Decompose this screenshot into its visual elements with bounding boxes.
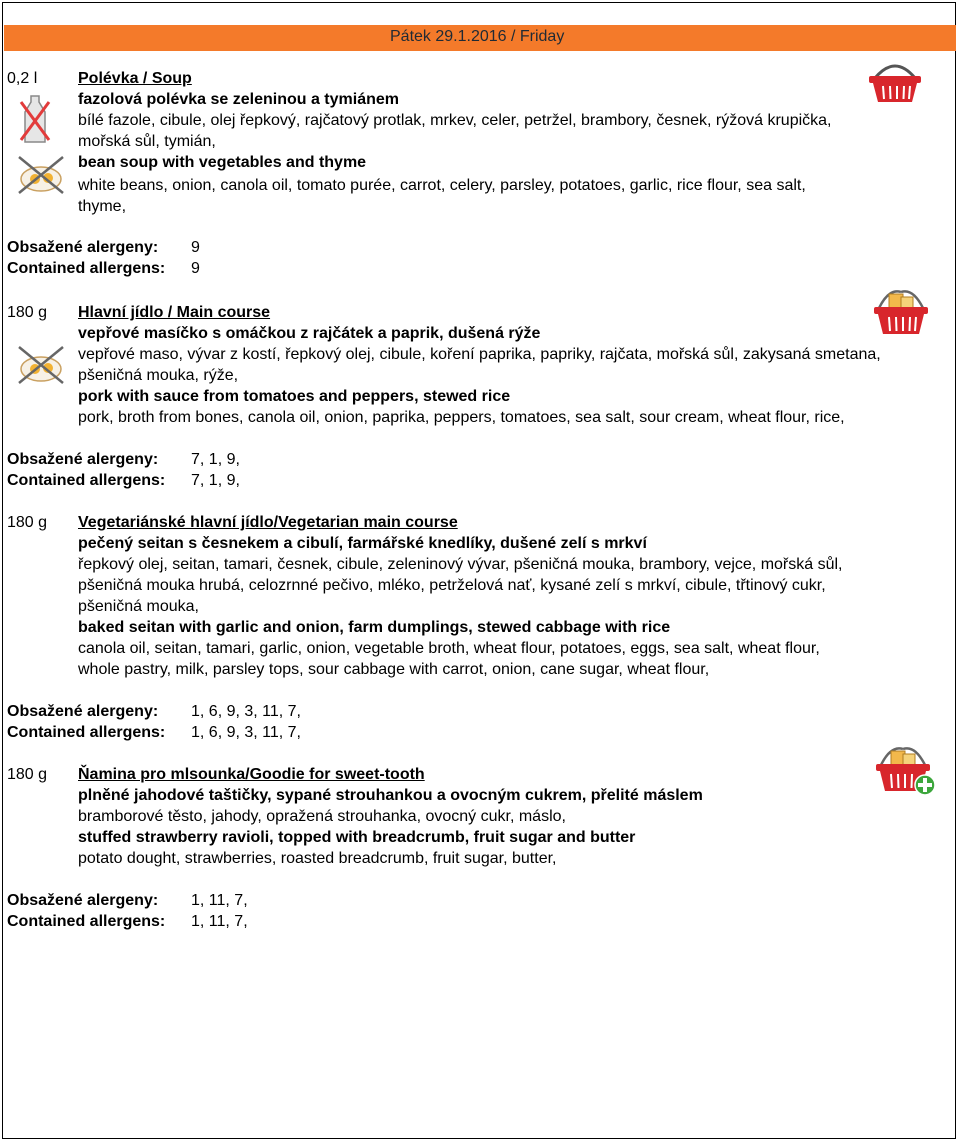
basket-plus-icon [873, 743, 937, 797]
item-category: Vegetariánské hlavní jídlo/Vegetarian main course [78, 514, 458, 531]
allergens-en-label: Contained allergens: [7, 913, 166, 930]
allergens-en-label: Contained allergens: [7, 724, 166, 741]
allergens-cz-label: Obsažené alergeny: [7, 892, 159, 909]
item-category: Hlavní jídlo / Main course [78, 304, 271, 321]
allergens-en-value: 9 [191, 260, 200, 277]
item-name-cz: fazolová polévka se zeleninou a tymiánem [78, 91, 399, 108]
item-name-cz: vepřové masíčko s omáčkou z rajčátek a paprik, dušená rýže [78, 325, 541, 342]
item-category: Polévka / Soup [78, 70, 192, 87]
allergens-en-label: Contained allergens: [7, 472, 166, 489]
item-category: Ňamina pro mlsounka/Goodie for sweet-tooth [78, 766, 425, 783]
ingredients-cz-line: vepřové maso, vývar z kostí, řepkový olej, cibule, koření paprika, papriky, rajčata, mořská sůl, zakysaná smetana, [78, 346, 881, 363]
item-amount: 180 g [7, 514, 48, 531]
ingredients-en-line: potato dought, strawberries, roasted breadcrumb, fruit sugar, butter, [78, 850, 557, 867]
no-egg-icon [15, 343, 67, 387]
ingredients-cz-line: bramborové těsto, jahody, opražená strouhanka, ovocný cukr, máslo, [78, 808, 566, 825]
no-egg-icon [15, 153, 67, 197]
ingredients-cz-line: bílé fazole, cibule, olej řepkový, rajčatový protlak, mrkev, celer, petržel, brambory, česnek, rýžová krupička, [78, 112, 832, 129]
allergens-en-value: 7, 1, 9, [191, 472, 240, 489]
allergens-cz-value: 1, 11, 7, [191, 892, 248, 909]
item-amount: 180 g [7, 766, 48, 783]
ingredients-cz-line: řepkový olej, seitan, tamari, česnek, cibule, zeleninový vývar, pšeničná mouka, brambory, vejce, mořská sůl, [78, 556, 843, 573]
allergens-cz-label: Obsažené alergeny: [7, 703, 159, 720]
item-name-en: stuffed strawberry ravioli, topped with breadcrumb, fruit sugar and butter [78, 829, 636, 846]
allergens-cz-value: 9 [191, 239, 200, 256]
menu-page [2, 2, 956, 1139]
ingredients-en-line: white beans, onion, canola oil, tomato purée, carrot, celery, parsley, potatoes, garlic, rice flour, sea salt, [78, 177, 806, 194]
item-amount: 0,2 l [7, 70, 38, 87]
ingredients-cz-line: pšeničná mouka, [78, 598, 199, 615]
allergens-en-value: 1, 11, 7, [191, 913, 248, 930]
allergens-en-label: Contained allergens: [7, 260, 166, 277]
item-amount: 180 g [7, 304, 48, 321]
allergens-cz-label: Obsažené alergeny: [7, 451, 159, 468]
allergens-cz-label: Obsažené alergeny: [7, 239, 159, 256]
page-title: Pátek 29.1.2016 / Friday [390, 28, 565, 45]
ingredients-cz-line: pšeničná mouka, rýže, [78, 367, 239, 384]
allergens-en-value: 1, 6, 9, 3, 11, 7, [191, 724, 301, 741]
item-name-en: bean soup with vegetables and thyme [78, 154, 367, 171]
item-name-cz: plněné jahodové taštičky, sypané strouhankou a ovocným cukrem, přelité máslem [78, 787, 703, 804]
allergens-cz-value: 1, 6, 9, 3, 11, 7, [191, 703, 301, 720]
basket-icon [867, 56, 923, 104]
ingredients-en-line: pork, broth from bones, canola oil, onion, paprika, peppers, tomatoes, sea salt, sour cream, wheat flour, rice, [78, 409, 845, 426]
ingredients-cz-line: mořská sůl, tymián, [78, 133, 216, 150]
allergens-cz-value: 7, 1, 9, [191, 451, 240, 468]
ingredients-cz-line: pšeničná mouka hrubá, celozrnné pečivo, mléko, petrželová nať, kysané zelí s mrkví, cibule, třtinový cukr, [78, 577, 826, 594]
item-name-cz: pečený seitan s česnekem a cibulí, farmářské knedlíky, dušené zelí s mrkví [78, 535, 647, 552]
ingredients-en-line: whole pastry, milk, parsley tops, sour cabbage with carrot, onion, cane sugar, wheat flour, [78, 661, 710, 678]
date-header [4, 25, 956, 51]
item-name-en: pork with sauce from tomatoes and peppers, stewed rice [78, 388, 511, 405]
ingredients-en-line: canola oil, seitan, tamari, garlic, onion, vegetable broth, wheat flour, potatoes, eggs, sea salt, wheat flour, [78, 640, 820, 657]
ingredients-en-line: thyme, [78, 198, 127, 215]
no-milk-icon [19, 94, 51, 146]
full-basket-icon [871, 286, 931, 336]
item-name-en: baked seitan with garlic and onion, farm dumplings, stewed cabbage with rice [78, 619, 671, 636]
